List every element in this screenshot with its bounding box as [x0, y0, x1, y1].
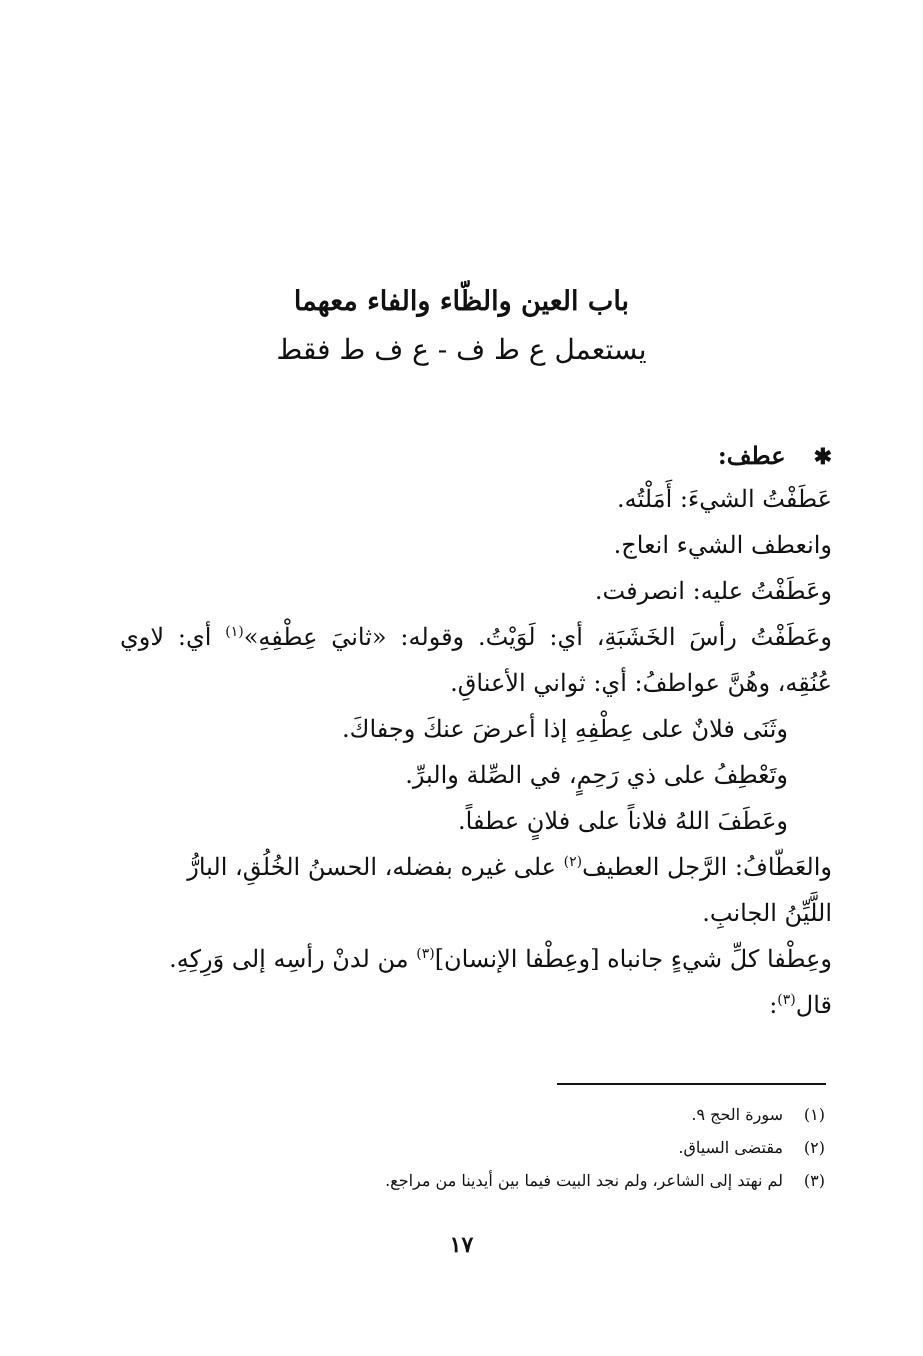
- footnote-item: [185, 1098, 825, 1131]
- footnote-reference: (٣): [777, 992, 796, 1008]
- entry-line: اللَّيِّنُ الجانبِ.: [702, 899, 832, 927]
- entry-text: أي: لاوي: [120, 623, 226, 651]
- entry-text: قال: [795, 991, 832, 1019]
- footnote-text: لم نهتد إلى الشاعر، ولم نجد البيت فيما بين أيدينا من مراجع.: [385, 1171, 783, 1190]
- footnotes: [185, 1098, 825, 1197]
- footnote-item: [185, 1164, 825, 1197]
- footnote-item: [185, 1131, 825, 1164]
- footnote-reference: (١): [225, 624, 244, 640]
- entry-text: وعِطْفا كلِّ شيءٍ جانباه [وعِطْفا الإنسان]: [434, 945, 832, 973]
- entry-line: [120, 982, 832, 1028]
- entry-text: :: [769, 991, 778, 1019]
- entry-line: وانعطف الشيء انعاج.: [613, 531, 832, 559]
- entry-line: [120, 844, 832, 890]
- chapter-subtitle: يستعمل ع ط ف - ع ف ط فقط: [276, 333, 647, 366]
- chapter-title: باب العين والظّاء والفاء معهما: [293, 286, 630, 317]
- footnote-number: (٣): [803, 1171, 825, 1190]
- entry-text: من لدنْ رأسِه إلى وَرِكِهِ.: [169, 945, 417, 973]
- footnote-reference: (٢): [563, 854, 583, 870]
- entry-text: والعَطّافُ: الرَّجل العطيف: [582, 853, 832, 881]
- entry-line: [120, 936, 832, 982]
- footnote-divider: [557, 1083, 826, 1085]
- entry-heading: [120, 436, 832, 476]
- entry-line: وتَعْطِفُ على ذي رَحِمٍ، في الصِّلة والبرِّ.: [405, 761, 788, 789]
- entry-line: عَطَفْتُ الشيءَ: أَمَلْتُه.: [617, 485, 832, 513]
- entry-line: وثَنَى فلانٌ على عِطْفِهِ إذا أعرضَ عنكَ وجفاكَ.: [342, 715, 788, 743]
- entry-text: على غيره بفضله، الحسنُ الخُلُقِ، البارُّ: [187, 853, 564, 881]
- dictionary-entry: [120, 436, 832, 1028]
- asterisk-icon: ✱: [813, 444, 832, 470]
- entry-headword: عطف:: [717, 441, 786, 470]
- footnote-number: (١): [803, 1105, 825, 1124]
- entry-line: وعَطَفْتُ عليه: انصرفت.: [594, 577, 832, 605]
- footnote-text: مقتضى السياق.: [678, 1138, 783, 1157]
- footnote-reference: (٣): [416, 946, 435, 962]
- page-number: ١٧: [449, 1232, 474, 1258]
- entry-text: وعَطَفْتُ رأسَ الخَشَبَةِ، أي: لَوَيْتُ. وقوله: «ثانيَ عِطْفِهِ»: [243, 623, 832, 651]
- footnote-number: (٢): [803, 1138, 825, 1157]
- entry-line: [120, 614, 832, 660]
- entry-line: عُنُقِه، وهُنَّ عواطفُ: أي: ثواني الأعناقِ.: [450, 669, 832, 697]
- footnote-text: سورة الحج ٩.: [691, 1105, 783, 1124]
- entry-line: وعَطَفَ اللهُ فلاناً على فلانٍ عطفاً.: [458, 807, 788, 835]
